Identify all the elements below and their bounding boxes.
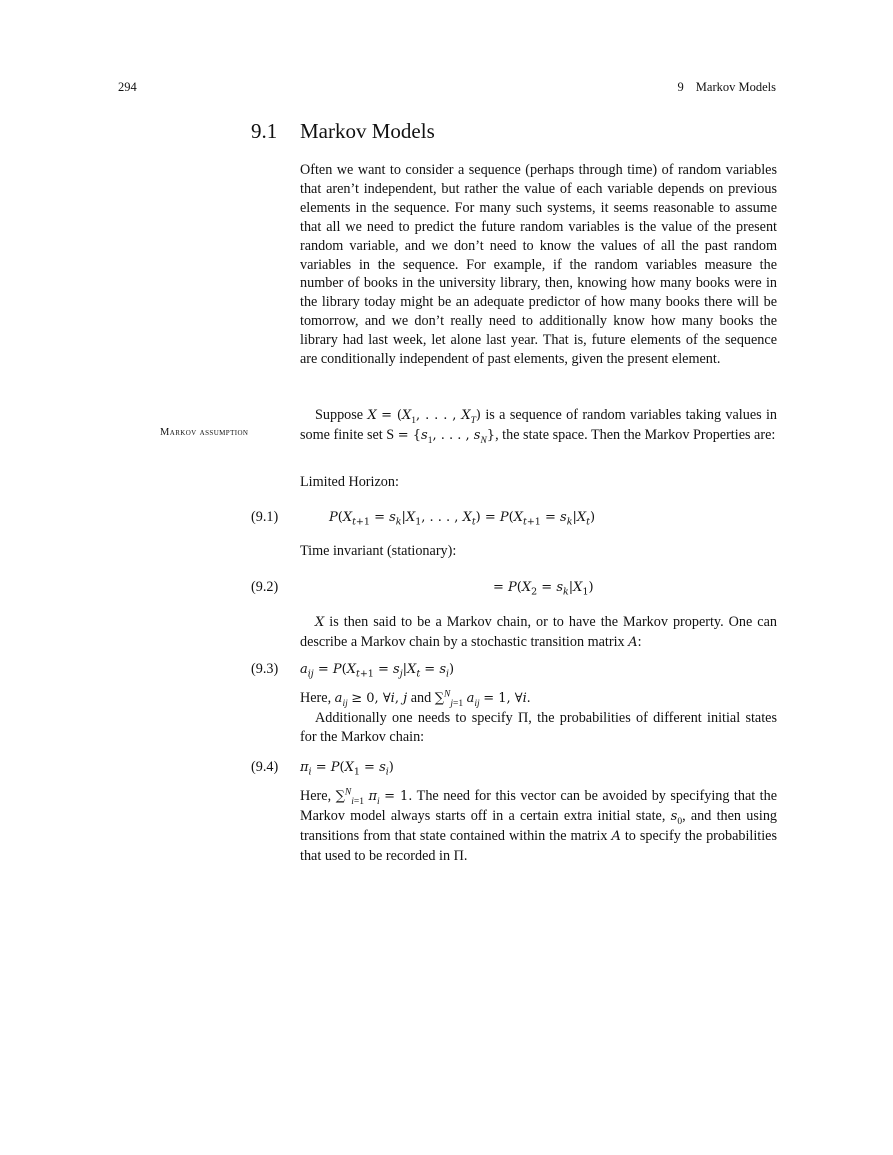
math-x-def: X: [367, 408, 377, 423]
p5-text-a: Here,: [300, 788, 332, 804]
equation-9-3: $a_{ij} = P(X_{t+1} = s_j|X_t = s_i)$: [300, 662, 455, 680]
margin-note: Markov assumption: [160, 427, 249, 438]
label-time-invariant: Time invariant (stationary):: [300, 543, 457, 559]
p4-text-a: Here,: [300, 690, 332, 706]
paragraph-suppose: Suppose $X = (X_1$, . . . , $X_T$) is a sequence of random variables taking values in some finite set $S = \{s_1$, . . . , $s_N$}, the state space. Then the Markov Properties are:: [300, 407, 778, 446]
paragraph-markov-chain: X is then said to be a Markov chain, or to have the Markov property. One can describe a Markov chain by a stochastic transition matrix A:: [300, 614, 777, 650]
section-title: Markov Models: [300, 119, 435, 143]
equation-number-9-2: (9.2): [251, 579, 279, 595]
running-head-chapter-number: 9: [677, 80, 684, 94]
p5-text-d: to specify the probabilities that used to be recorded in Π.: [300, 827, 778, 864]
p3-text-a: is then said to be a Markov chain, or to have the Markov property. One can describe a Markov chain by a stochastic transition matrix: [300, 614, 777, 650]
p2-text-a: Suppose: [315, 407, 364, 423]
p2-text-c: , the state space. Then the Markov Properties are:: [495, 426, 776, 443]
paragraph-initial-state: Here, ∑$^N_{i=1}$ $\pi_i = 1$. The need for this vector can be avoided by specifying that the Markov model always starts off in a certain extra initial state, $s_0$, and then using transitions from that state contained within the matrix A to specify the probabilities that used to be recorded in Π.: [300, 787, 778, 864]
p4-text-b: and: [410, 690, 432, 706]
equation-number-9-3: (9.3): [251, 661, 279, 677]
section-number: 9.1: [251, 119, 278, 143]
paragraph-constraints: Here, $a_{ij} \ge 0$, ∀i, j and ∑$^N_{j=1}$ $a_{ij} = 1$, ∀i. Additionally one needs to specify Π, the probabilities of different initial states for the Markov chain:: [300, 689, 777, 745]
equation-9-4: $\pi_i = P(X_1 = s_i)$: [300, 760, 394, 778]
p5-text-b: The need for this vector can be avoided by specifying that the Markov model always starts off in a certain extra initial state,: [300, 788, 778, 824]
equation-9-2: = $P(X_2 = s_k|X_1)$: [493, 580, 594, 598]
p5-text-c: and then using transitions from that state contained within the matrix: [300, 807, 778, 844]
running-head: [678, 80, 776, 95]
paragraph-intro: Often we want to consider a sequence (perhaps through time) of random variables that aren’t independent, but rather the value of each variable depends on previous elements in the sequence. For many such systems, it seems reasonable to assume that all we need to predict the future random variables is the value of the present random variable, and we don’t need to know the values of all the past random variables in the sequence. For example, if the random variables measure the number of books in the university library, then, knowing how many books were in the library today might be an adequate predictor of how many books there will be tomorrow, and we don’t really need to additionally know how many books the library had last week, let alone last year. That is, future elements of the sequence are conditionally independent of past elements, given the present element.: [300, 162, 777, 368]
page-number: 294: [118, 80, 137, 94]
equation-number-9-4: (9.4): [251, 759, 279, 775]
p4-text-c: Additionally one needs to specify Π, the probabilities of different initial states for the Markov chain:: [300, 709, 777, 745]
p2-text-b: is a sequence of random variables taking values in some finite set S: [300, 407, 778, 443]
equation-9-1: $P(X_{t+1} = s_k|X_1$, . . . , $X_t) = P(X_{t+1} = s_k|X_t)$: [329, 510, 596, 528]
equation-number-9-1: (9.1): [251, 509, 279, 525]
running-head-chapter-title: Markov Models: [695, 80, 776, 94]
label-limited-horizon: Limited Horizon:: [300, 474, 399, 490]
